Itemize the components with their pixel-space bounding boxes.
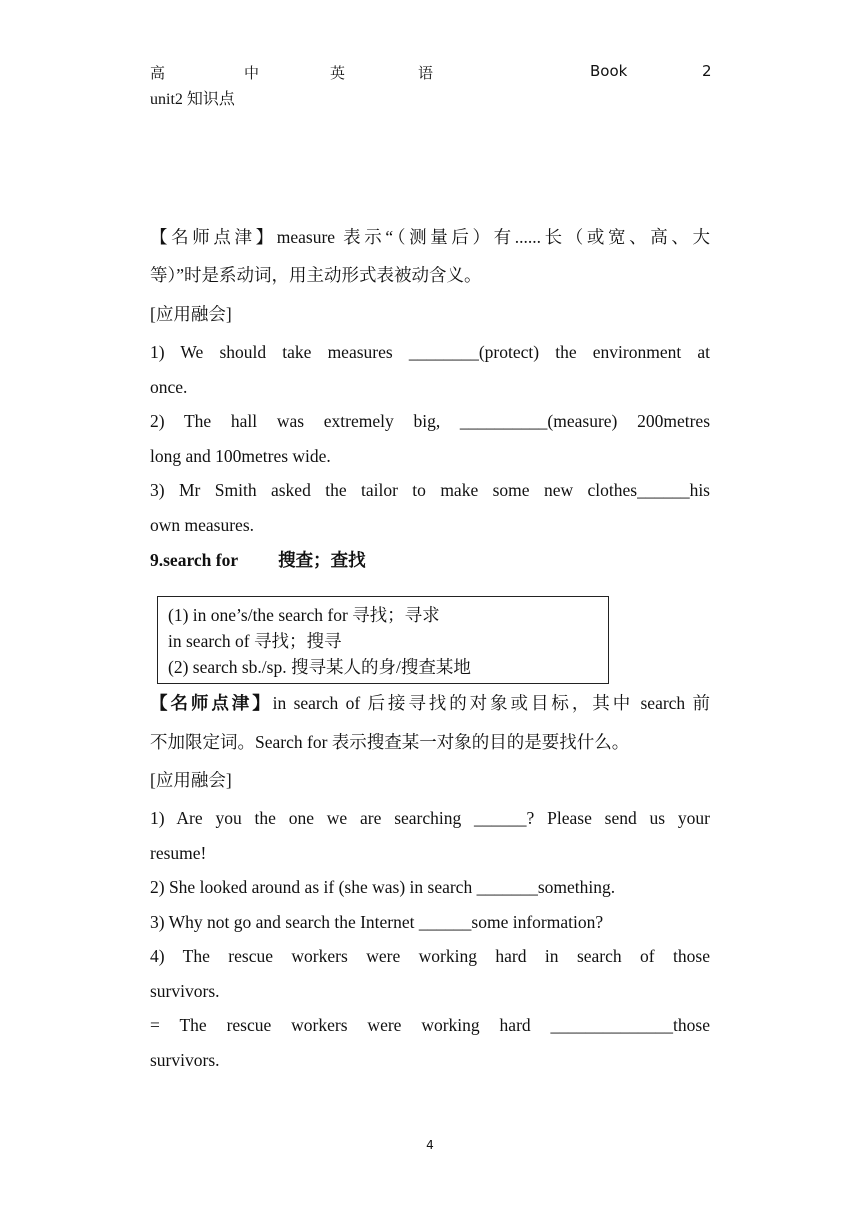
search-tip bbox=[150, 686, 710, 721]
box-line-3: (2) search sb./sp. 搜寻某人的身/搜查某地 bbox=[168, 657, 471, 677]
measure-tip-continued: 等）”时是系动词，用主动形式表被动含义。 bbox=[150, 265, 482, 285]
header-title-row bbox=[150, 62, 710, 84]
search-question-4-cont: survivors. bbox=[150, 981, 220, 1001]
search-tip-continued: 不加限定词。Search for 表示搜查某一对象的目的是要找什么。 bbox=[150, 732, 630, 752]
header-char-3: 英 bbox=[330, 64, 346, 82]
measure-question-2: 2) The hall was extremely big, __________(measure) 200metres bbox=[150, 411, 710, 431]
page-number: 4 bbox=[426, 1138, 434, 1152]
search-tip-label: 【名师点津】 bbox=[150, 693, 273, 713]
search-question-1-cont: resume! bbox=[150, 843, 207, 863]
search-heading bbox=[150, 543, 710, 578]
search-tip-text: in search of 后接寻找的对象或目标，其中 search 前 bbox=[272, 693, 710, 713]
header-char-1: 高 bbox=[150, 64, 166, 82]
measure-question-1-cont: once. bbox=[150, 377, 188, 397]
search-practice-label: [应用融会] bbox=[150, 770, 232, 790]
search-phrases-box bbox=[157, 596, 609, 684]
header-book-number: 2 bbox=[702, 62, 712, 80]
header-book: Book bbox=[590, 62, 628, 80]
box-line-2: in search of 寻找；搜寻 bbox=[168, 631, 342, 651]
search-heading-chinese: 搜查；查找 bbox=[278, 550, 366, 570]
search-question-4: 4) The rescue workers were working hard in search of those bbox=[150, 946, 710, 966]
measure-question-1: 1) We should take measures ________(protect) the environment at bbox=[150, 342, 710, 362]
search-question-5: = The rescue workers were working hard ______________those bbox=[150, 1015, 710, 1035]
header-char-4: 语 bbox=[418, 64, 434, 82]
header-char-2: 中 bbox=[244, 64, 260, 82]
header-subtitle: unit2 知识点 bbox=[150, 91, 235, 108]
search-question-3: 3) Why not go and search the Internet ______some information? bbox=[150, 912, 604, 932]
measure-practice-label: [应用融会] bbox=[150, 304, 232, 324]
search-question-2: 2) She looked around as if (she was) in search _______something. bbox=[150, 877, 616, 897]
search-heading-number: 9.search for bbox=[150, 550, 239, 570]
box-line-1: (1) in one’s/the search for 寻找；寻求 bbox=[168, 605, 440, 625]
measure-question-3-cont: own measures. bbox=[150, 515, 255, 535]
measure-question-2-cont: long and 100metres wide. bbox=[150, 446, 331, 466]
measure-question-3: 3) Mr Smith asked the tailor to make some new clothes______his bbox=[150, 480, 710, 500]
measure-tip: 【名师点津】measure 表示“（测量后）有......长（或宽、高、大 bbox=[150, 227, 710, 247]
search-question-1: 1) Are you the one we are searching ______? Please send us your bbox=[150, 808, 710, 828]
search-question-5-cont: survivors. bbox=[150, 1050, 220, 1070]
